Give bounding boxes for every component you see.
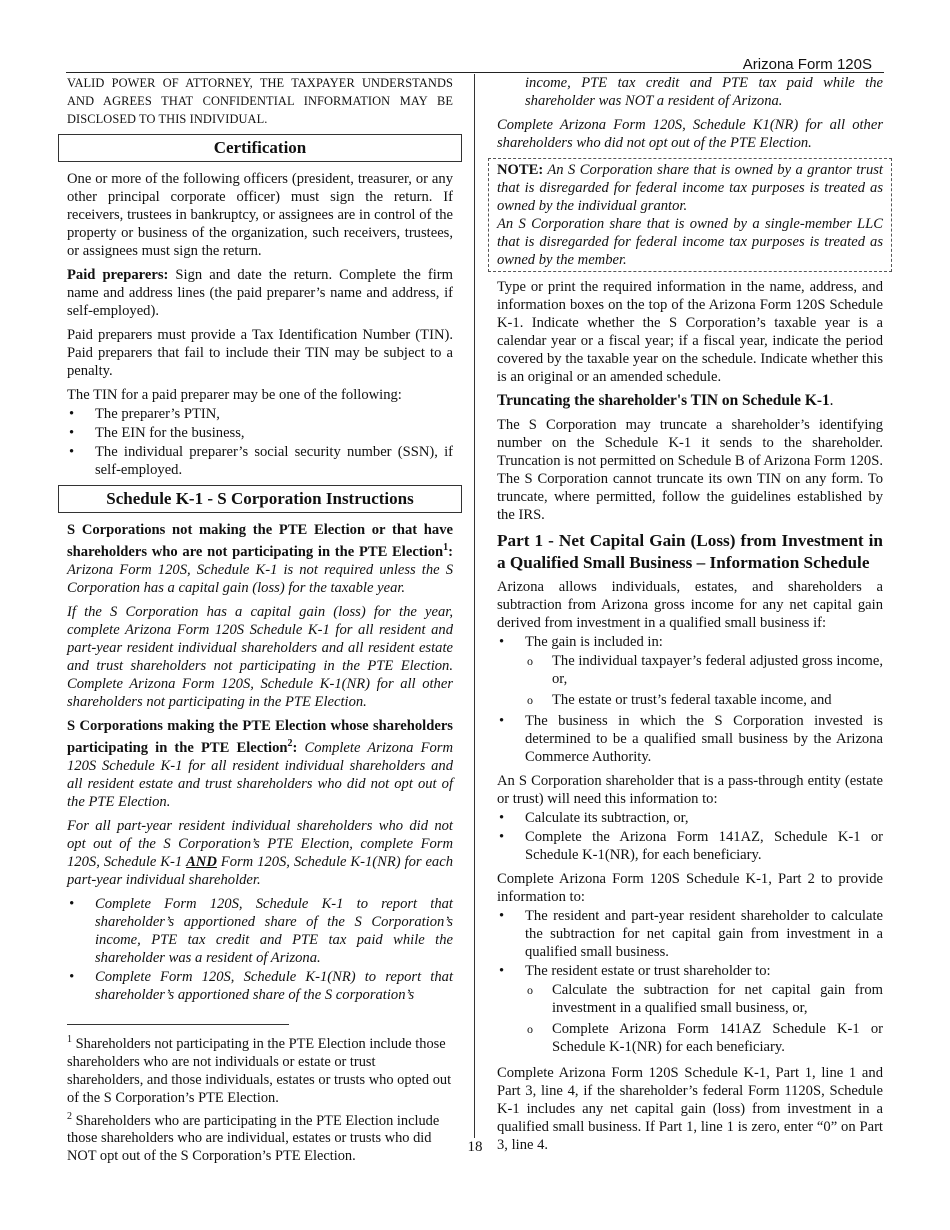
list-item: • The preparer’s PTIN, bbox=[67, 405, 453, 423]
part2-paragraph: Complete Arizona Form 120S Schedule K-1, Part 2 to provide information to: bbox=[497, 871, 883, 905]
tin-options-list bbox=[67, 405, 453, 479]
sub-list bbox=[525, 652, 883, 709]
note-text-1: An S Corporation share that is owned by a grantor trust that is disregarded for federal income tax purposes is treated as owned by the individual grantor. bbox=[497, 162, 883, 214]
type-print-paragraph: Type or print the required information in the name, address, and information boxes on the top of the Arizona Form 120S Schedule K-1. Indicate whether the S Corporation’s taxable year is a calendar year or a fiscal year; if a fiscal year, indicate the period covered by the taxable year on the schedule. Indicate whether this is an original or an amended schedule. bbox=[497, 279, 883, 385]
note-paragraph-1 bbox=[497, 161, 883, 215]
passthrough-paragraph: An S Corporation shareholder that is a pass-through entity (estate or trust) will need this information to: bbox=[497, 773, 883, 807]
colon: : bbox=[448, 543, 453, 560]
footnote-1 bbox=[67, 1031, 453, 1107]
part-year-text-b: Form 120S, Schedule K-1(NR) for each part-year individual shareholder. bbox=[67, 853, 453, 888]
sub-list-item: o The individual taxpayer’s federal adjusted gross income, or, bbox=[525, 652, 883, 688]
making-italic: Complete Arizona Form 120S Schedule K-1 for all resident individual shareholders and all resident estate and trust shareholders who did not opt out of the PTE Election. bbox=[67, 739, 453, 810]
sub-list-item: o Complete Arizona Form 141AZ Schedule K-1 or Schedule K-1(NR) for each beneficiary. bbox=[525, 1020, 883, 1056]
gain-included-text: The gain is included in: bbox=[525, 634, 663, 650]
list-item: • The business in which the S Corporation invested is determined to be a qualified small business by the Arizona Commerce Authority. bbox=[497, 712, 883, 766]
note-text-2: An S Corporation share that is owned by a single-member LLC that is disregarded for federal income tax purposes is treated as owned by the member. bbox=[497, 216, 883, 268]
part2-bullet-text: The resident estate or trust shareholder to: bbox=[525, 963, 771, 979]
capital-gain-paragraph: If the S Corporation has a capital gain (loss) for the year, complete Arizona Form 120S Schedule K-1 for all resident and part-year resident individual shareholders and all resident estate and trust shareholders not participating in the PTE Election. Complete Arizona Form 120S, Schedule K-1(NR) for all other shareholders not participating in the PTE Election. bbox=[67, 603, 453, 710]
note-box bbox=[488, 158, 892, 272]
and-emphasis: AND bbox=[186, 853, 217, 870]
tin-requirement: Paid preparers must provide a Tax Identification Number (TIN). Paid preparers that fail to include their TIN may be subject to a penalty. bbox=[67, 327, 453, 379]
footnote-2 bbox=[67, 1108, 453, 1166]
part1-heading: Part 1 - Net Capital Gain (Loss) from Investment in a Qualified Small Business – Information Schedule bbox=[497, 531, 883, 572]
left-column bbox=[67, 74, 453, 1166]
sub-list-item: o The estate or trust’s federal taxable income, and bbox=[525, 691, 883, 709]
paid-preparers-paragraph bbox=[67, 266, 453, 320]
footnote-ref-2: 2 bbox=[287, 737, 293, 749]
allows-paragraph: Arizona allows individuals, estates, and shareholders a subtraction from Arizona gross income for any net capital gain derived from investment in a qualified small business if: bbox=[497, 579, 883, 631]
final-paragraph: Complete Arizona Form 120S Schedule K-1, Part 1, line 1 and Part 3, line 4, if the shareholder’s federal Form 1120S, Schedule K-1 includes any net capital gain (loss) from investment in a qualified small business. If Part 1, line 1 is zero, enter “0” on Part 3, line 4. bbox=[497, 1065, 883, 1153]
footnote-ref-1: 1 bbox=[443, 542, 449, 553]
footnote-rule bbox=[67, 1024, 289, 1025]
sub-list bbox=[525, 981, 883, 1056]
list-item: • Complete Form 120S, Schedule K-1 to report that shareholder’s apportioned share of the S Corporation’s income, PTE tax credit and PTE tax paid while the shareholder was a resident of Arizona. bbox=[67, 895, 453, 967]
list-item: • The EIN for the business, bbox=[67, 424, 453, 442]
not-making-bold: S Corporations not making the PTE Election or that have shareholders who are not participating in the PTE Election bbox=[67, 522, 453, 560]
footnote-number: 1 bbox=[67, 1033, 72, 1045]
poa-text: VALID POWER OF ATTORNEY, THE TAXPAYER UNDERSTANDS AND AGREES THAT CONFIDENTIAL INFORMATION MAY BE DISCLOSED TO THIS INDIVIDUAL. bbox=[67, 76, 453, 126]
truncating-heading-text: Truncating the shareholder's TIN on Schedule K-1 bbox=[497, 392, 830, 409]
footnote-text: Shareholders not participating in the PTE Election include those shareholders who are not individuals or estate or trust shareholders, and those individuals, estates or trusts who opted out of the S Corporation’s PTE Election. bbox=[67, 1035, 452, 1106]
page-number: 18 bbox=[467, 1139, 483, 1155]
certification-heading: Certification bbox=[58, 134, 462, 162]
column-divider bbox=[474, 74, 475, 1138]
list-item: • The individual preparer’s social security number (SSN), if self-employed. bbox=[67, 443, 453, 479]
paid-preparers-label: Paid preparers: bbox=[67, 267, 169, 283]
colon: : bbox=[292, 739, 298, 756]
tin-intro: The TIN for a paid preparer may be one of the following: bbox=[67, 387, 402, 403]
not-making-election-paragraph bbox=[67, 521, 453, 597]
part-year-bullets bbox=[67, 895, 453, 1004]
paid-preparers-text: Sign and date the return. Complete the firm name and address lines (the paid preparer’s name and address, if self-employed). bbox=[67, 267, 453, 319]
period: . bbox=[829, 392, 834, 409]
part-year-text-a: For all part-year resident individual shareholders who did not opt out of the S Corporation’s PTE Election, complete Form 120S, Schedule K-1 bbox=[67, 817, 453, 870]
making-bold: S Corporations making the PTE Election whose shareholders participating in the PTE Election bbox=[67, 717, 453, 756]
sub-list-item: o Calculate the subtraction for net capital gain from investment in a qualified small business, or, bbox=[525, 981, 883, 1017]
list-item: • The resident and part-year resident shareholder to calculate the subtraction for net capital gain from investment in a qualified small business. bbox=[497, 907, 883, 961]
list-item: • Complete Form 120S, Schedule K-1(NR) to report that shareholder’s apportioned share of the S corporation’s bbox=[67, 968, 453, 1004]
gain-conditions-list bbox=[497, 633, 883, 766]
passthrough-list bbox=[497, 809, 883, 864]
making-election-paragraph bbox=[67, 717, 453, 811]
part2-list bbox=[497, 907, 883, 1056]
truncating-paragraph: The S Corporation may truncate a shareholder’s identifying number on the Schedule K-1 it sends to the shareholder. Truncation is not permitted on Schedule B of Arizona Form 120S. The S Corporation cannot truncate its own TIN on any form. To truncate, where permitted, follow the guidelines established by the IRS. bbox=[497, 417, 883, 523]
right-column bbox=[497, 74, 883, 1160]
list-item: • Calculate its subtraction, or, bbox=[497, 809, 883, 827]
form-title: Arizona Form 120S bbox=[742, 56, 872, 73]
list-item bbox=[497, 962, 883, 1056]
k1nr-paragraph: Complete Arizona Form 120S, Schedule K1(NR) for all other shareholders who did not opt out of the PTE Election. bbox=[497, 117, 883, 151]
truncating-heading bbox=[497, 392, 883, 410]
certification-text: One or more of the following officers (president, treasurer, or any other principal corporate officer) must sign the return. If receivers, trustees in bankruptcy, or assignees are in control of the property or business of the organization, such receivers, trustees, or assignees must sign the return. bbox=[67, 171, 453, 259]
not-making-italic: Arizona Form 120S, Schedule K-1 is not required unless the S Corporation has a capital gain (loss) for the taxable year. bbox=[67, 561, 453, 596]
footnote-number: 2 bbox=[67, 1110, 72, 1122]
header-rule bbox=[66, 72, 884, 73]
list-item bbox=[497, 633, 883, 709]
footnote-text: Shareholders who are participating in the PTE Election include those shareholders who are individual, estates or trusts who did NOT opt out of the S Corporation’s PTE Election. bbox=[67, 1112, 440, 1165]
part-year-paragraph bbox=[67, 817, 453, 889]
list-item: • Complete the Arizona Form 141AZ, Schedule K-1 or Schedule K-1(NR), for each beneficiary. bbox=[497, 828, 883, 864]
k1-instructions-heading: Schedule K-1 - S Corporation Instructions bbox=[58, 485, 462, 513]
continued-bullet-text: income, PTE tax credit and PTE tax paid while the shareholder was NOT a resident of Arizona. bbox=[525, 75, 883, 109]
note-label: NOTE: bbox=[497, 162, 544, 178]
